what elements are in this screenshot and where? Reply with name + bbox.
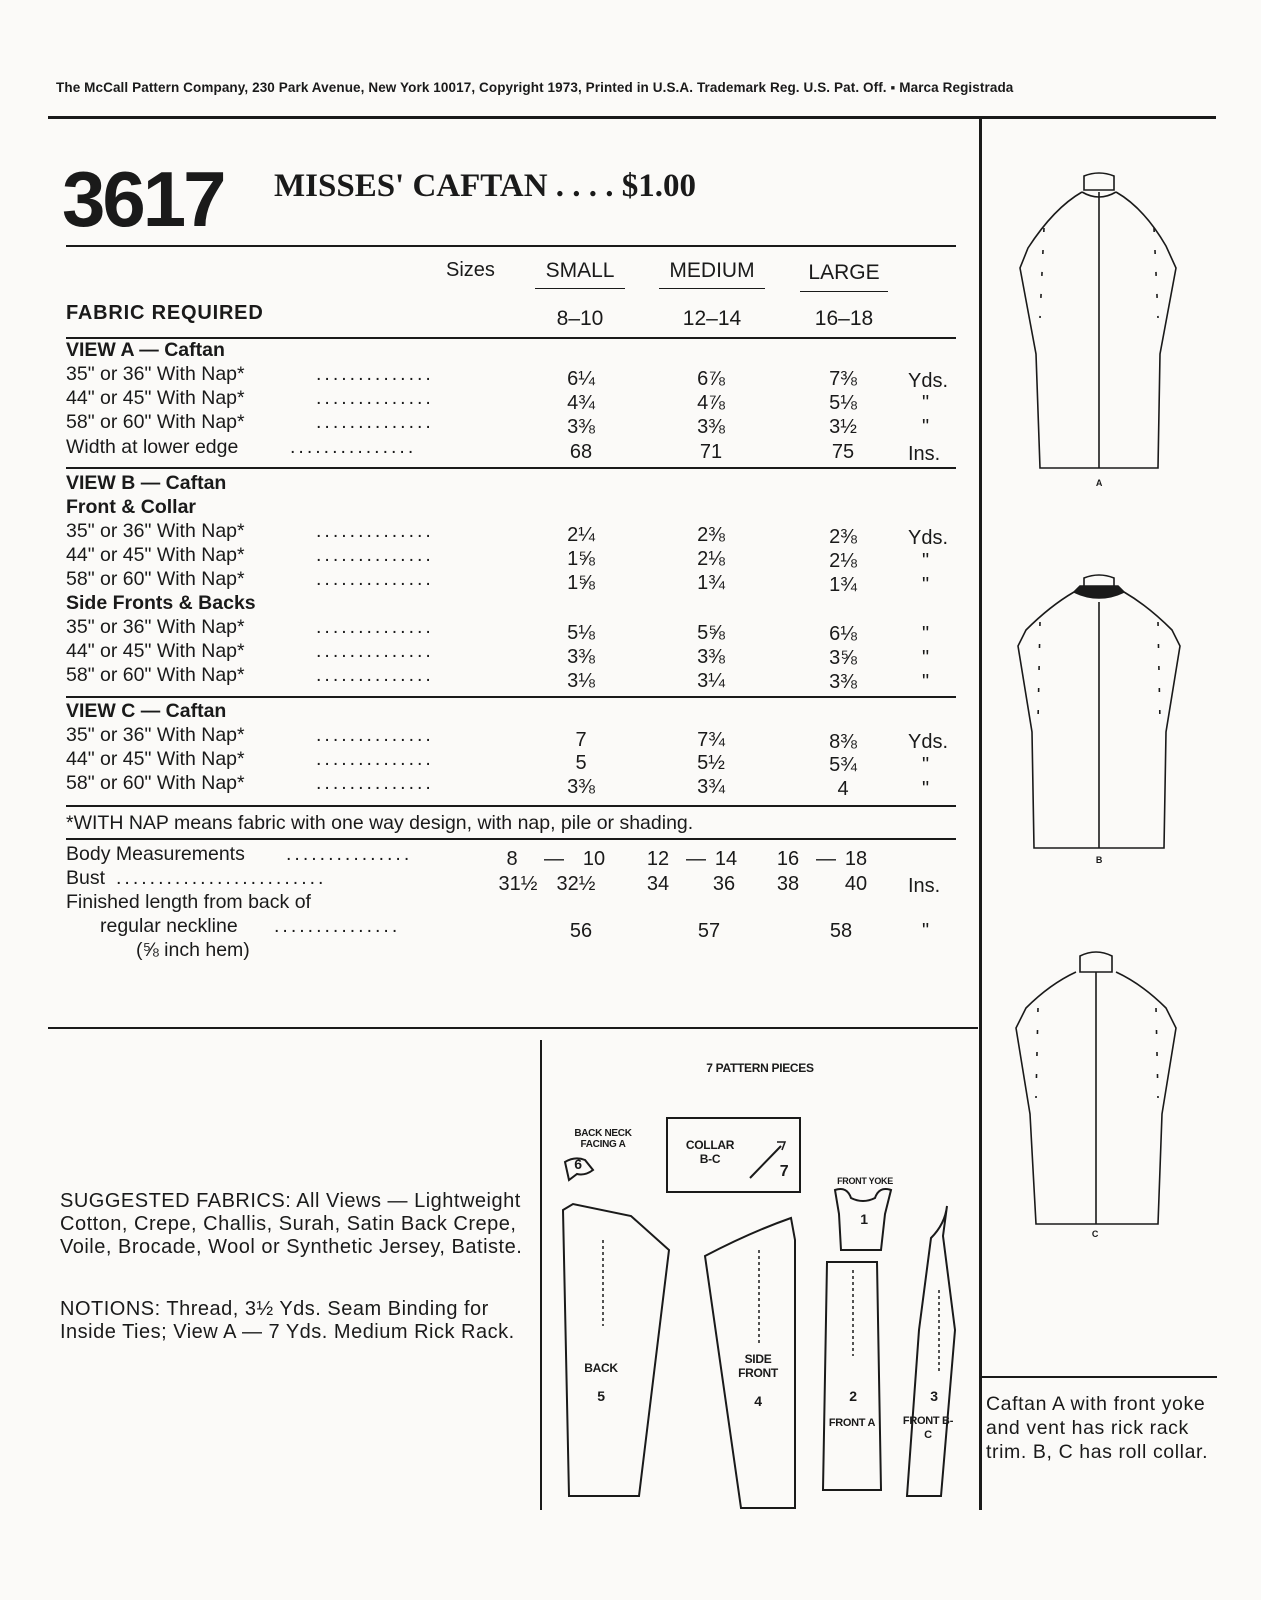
body-value: — [686,848,706,870]
row-label: 44" or 45" With Nap* [66,544,245,566]
front-yoke-label: FRONT YOKE [837,1176,893,1186]
nap-note: *WITH NAP means fabric with one way design, with nap, pile or shading. [66,812,694,834]
value-large: 3⅜ [829,671,857,693]
publisher-line: The McCall Pattern Company, 230 Park Avenue, New York 10017, Copyright 1973, Printed in U.S.A. Trademark Reg. U.S. Pat. Off. ▪ Marca Registrada [56,80,1014,95]
bust-value: 31½ [498,873,538,895]
value-large: 7⅜ [829,368,857,390]
unit: Ins. [908,443,941,465]
leader-dots: .............. [316,640,434,662]
unit: " [922,754,930,776]
front-a-number: 2 [849,1388,857,1404]
size-medium: MEDIUM [669,259,755,282]
body-measurements-label: Body Measurements [66,843,245,865]
bust-unit: Ins. [908,875,941,897]
row-label: 58" or 60" With Nap* [66,568,245,590]
body-value: 16 [776,848,800,870]
back-piece [563,1204,669,1496]
front-bc-number: 3 [930,1388,938,1404]
view-b-rule [66,696,956,698]
body-value: — [816,848,836,870]
body-value: 18 [844,848,868,870]
views-caption: Caftan A with front yoke and vent has rick rack trim. B, C has roll collar. [986,1393,1209,1463]
body-value: 14 [714,848,738,870]
size-underline-medium [659,288,765,289]
value-small: 3⅜ [567,776,595,798]
leader-dots: .............. [316,544,434,566]
value-large: 3⅝ [829,647,857,669]
leader-dots: .............. [316,616,434,638]
value-medium: 3⅜ [697,416,725,438]
view-c-title: VIEW C — Caftan [66,700,227,722]
sizes-label: Sizes [446,259,495,281]
value-small: 5⅛ [567,622,595,644]
value-medium: 7¾ [697,729,725,751]
value-medium: 5½ [697,752,725,774]
bust-value: 40 [844,873,868,895]
value-medium: 6⅞ [697,368,725,390]
row-label: 35" or 36" With Nap* [66,724,245,746]
pattern-title: MISSES' CAFTAN . . . . $1.00 [274,168,697,204]
view-b-title: VIEW B — Caftan [66,472,227,494]
value-large: 8⅜ [829,731,857,753]
value-medium: 71 [699,441,723,463]
view-a-title: VIEW A — Caftan [66,339,225,361]
view-b-subheading-2: Side Fronts & Backs [66,592,256,614]
unit: " [922,416,930,438]
value-small: 3⅜ [567,646,595,668]
bust-value: 36 [712,873,736,895]
view-a-rule [66,467,956,469]
caption-rule [981,1376,1217,1378]
view-b-subheading: Front & Collar [66,496,196,518]
bust-label: Bust [66,867,106,889]
unit: " [922,392,930,414]
value-small: 4¾ [567,392,595,414]
pieces-divider [540,1040,542,1510]
value-medium: 4⅞ [697,392,725,414]
hem-note: (⅝ inch hem) [136,939,250,961]
range-large: 16–18 [814,307,874,330]
leader-dots: .............. [316,387,434,409]
size-underline-large [800,291,888,292]
value-small: 2¼ [567,524,595,546]
leader-dots: ............... [286,843,413,865]
back-number: 5 [597,1388,605,1404]
unit: " [922,778,930,800]
caftan-view-c-illustration [1010,948,1180,1238]
value-medium: 5⅝ [697,622,725,644]
caftan-view-a-illustration [1014,168,1184,498]
bust-value: 34 [646,873,670,895]
leader-dots: ......................... [116,867,327,889]
row-label: 44" or 45" With Nap* [66,387,245,409]
unit: " [922,671,930,693]
leader-dots: .............. [316,748,434,770]
length-label: Finished length from back of [66,891,311,913]
leader-dots: .............. [316,664,434,686]
row-label: 44" or 45" With Nap* [66,640,245,662]
front-bc-piece [907,1206,955,1496]
value-small: 68 [569,441,593,463]
leader-dots: .............. [316,363,434,385]
collar-label: COLLAR B-C [685,1138,735,1166]
leader-dots: .............. [316,520,434,542]
range-medium: 12–14 [682,307,742,330]
body-value: — [544,848,564,870]
row-label: 58" or 60" With Nap* [66,772,245,794]
unit: Yds. [908,527,949,549]
view-c-label: C [1091,1229,1099,1239]
value-large: 4 [837,778,849,800]
value-large: 75 [831,441,855,463]
unit: " [922,623,930,645]
notions: NOTIONS: Thread, 3½ Yds. Seam Binding for Inside Ties; View A — 7 Yds. Medium Rick Rack. [60,1298,515,1343]
row-label: Width at lower edge [66,436,239,458]
value-small: 1⅝ [567,572,595,594]
row-label: 58" or 60" With Nap* [66,664,245,686]
front-bc-label: FRONT B-C [902,1415,954,1441]
value-medium: 2⅜ [697,524,725,546]
value-medium: 1¾ [697,572,725,594]
side-front-number: 4 [754,1393,762,1409]
value-large: 3½ [829,416,857,438]
body-value: 10 [582,848,606,870]
leader-dots: .............. [316,411,434,433]
unit: " [922,647,930,669]
size-small: SMALL [545,259,615,282]
leader-dots: .............. [316,568,434,590]
value-small: 3⅛ [567,670,595,692]
body-value: 8 [506,848,518,870]
range-small: 8–10 [556,307,604,330]
view-b-label: B [1095,855,1103,865]
nap-note-rule [66,838,956,840]
size-large: LARGE [808,261,880,284]
front-yoke-number: 1 [860,1211,868,1227]
pattern-pieces-heading: 7 PATTERN PIECES [706,1061,814,1075]
pattern-pieces-diagram [545,1090,985,1510]
unit: Yds. [908,731,949,753]
value-small: 5 [575,752,587,774]
value-small: 3⅜ [567,416,595,438]
value-medium: 3¼ [697,670,725,692]
value-large: 1¾ [829,574,857,596]
back-neck-facing-number: 6 [574,1156,582,1172]
row-label: 44" or 45" With Nap* [66,748,245,770]
row-label: 35" or 36" With Nap* [66,363,245,385]
value-small: 1⅝ [567,548,595,570]
front-a-label: FRONT A [828,1417,876,1429]
body-value: 12 [646,848,670,870]
length-value-small: 56 [569,920,593,942]
value-large: 5⅛ [829,392,857,414]
leader-dots: .............. [316,724,434,746]
length-unit: " [922,920,930,942]
suggested-fabrics: SUGGESTED FABRICS: All Views — Lightweight Cotton, Crepe, Challis, Surah, Satin Back Crepe, Voile, Brocade, Wool or Synthetic Jersey, Batiste. [60,1190,523,1258]
mid-horizontal-rule [48,1027,978,1029]
value-large: 5¾ [829,754,857,776]
value-small: 7 [575,729,587,751]
title-rule [66,245,956,247]
value-large: 2⅛ [829,550,857,572]
front-a-piece [823,1262,881,1490]
value-medium: 3¾ [697,776,725,798]
length-value-large: 58 [829,920,853,942]
unit: " [922,574,930,596]
value-large: 2⅜ [829,526,857,548]
length-value-medium: 57 [697,920,721,942]
length-label-2: regular neckline [100,915,238,937]
back-label: BACK [584,1361,618,1375]
caftan-view-b-illustration [1014,572,1184,862]
back-neck-facing-label: BACK NECK FACING A [574,1128,632,1150]
row-label: 35" or 36" With Nap* [66,520,245,542]
value-medium: 2⅛ [697,548,725,570]
leader-dots: .............. [316,772,434,794]
value-medium: 3⅜ [697,646,725,668]
value-small: 6¼ [567,368,595,390]
row-label: 58" or 60" With Nap* [66,411,245,433]
bust-value: 32½ [556,873,596,895]
view-a-label: A [1095,478,1103,488]
row-label: 35" or 36" With Nap* [66,616,245,638]
size-underline-small [535,288,625,289]
side-front-label: SIDE FRONT [738,1352,778,1380]
value-large: 6⅛ [829,623,857,645]
unit: Yds. [908,370,949,392]
unit: " [922,550,930,572]
leader-dots: ............... [274,915,401,937]
bust-value: 38 [776,873,800,895]
collar-number: 7 [779,1163,789,1180]
header-rule [48,116,1216,119]
fabric-required-heading: FABRIC REQUIRED [66,302,264,324]
pattern-number: 3617 [62,155,224,243]
leader-dots: ............... [290,436,417,458]
view-c-rule [66,805,956,807]
